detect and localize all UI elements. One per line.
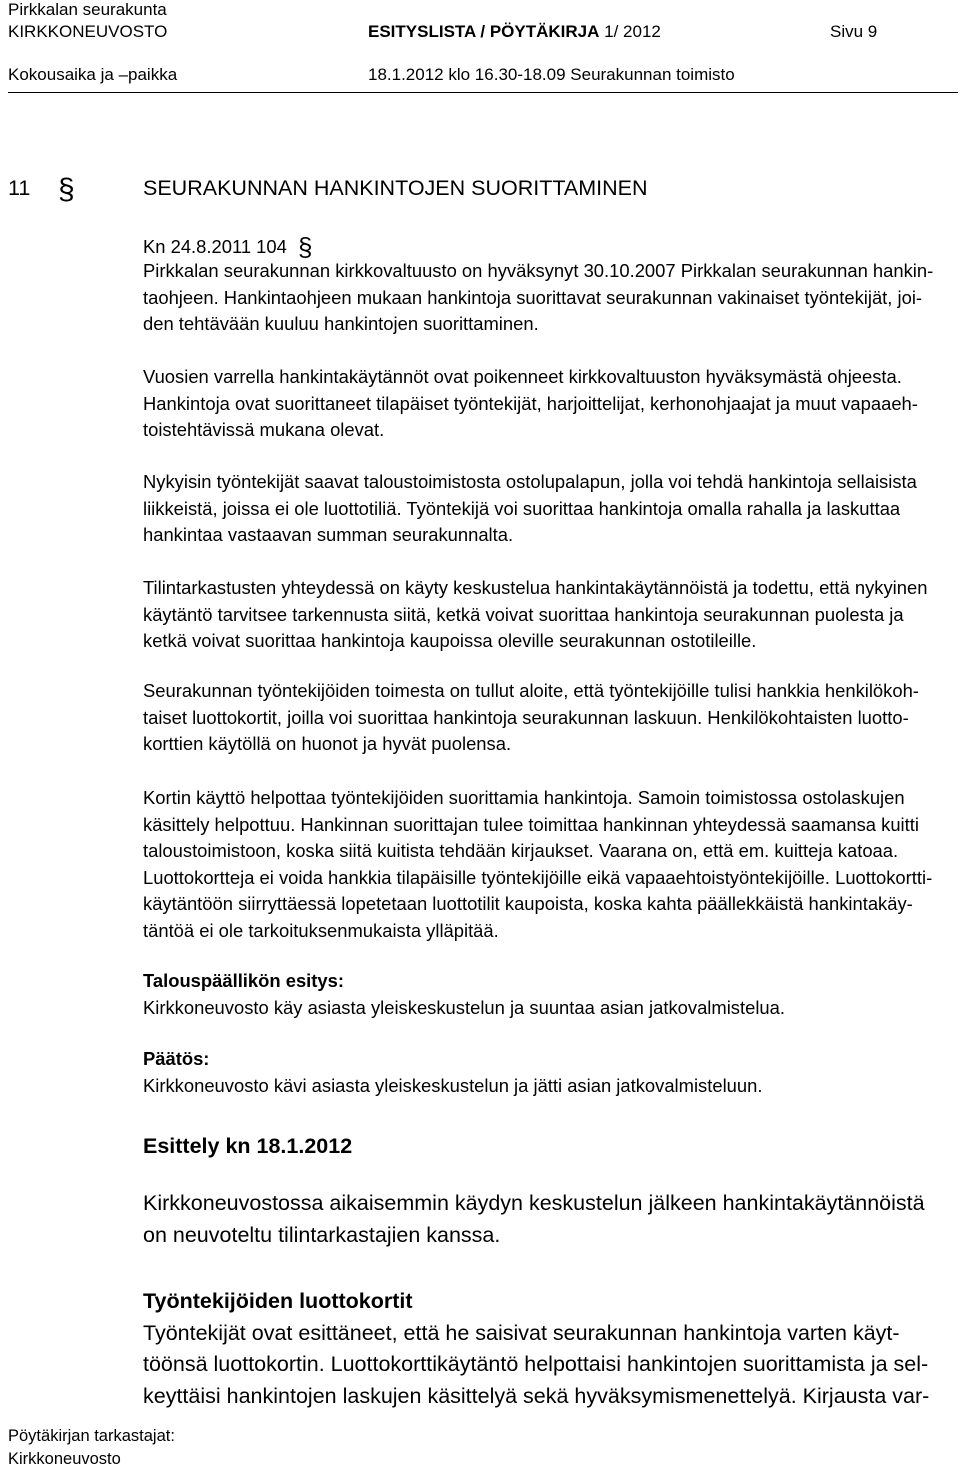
paragraph-line: den tehtävään kuuluu hankintojen suorittaminen. <box>143 313 539 335</box>
organization-name: Pirkkalan seurakunta <box>8 0 167 19</box>
proposal-text: Kirkkoneuvosto käy asiasta yleiskeskustelun ja suuntaa asian jatkovalmistelua. <box>143 996 785 1018</box>
proposal-heading: Talouspäällikön esitys: <box>143 970 344 991</box>
paragraph-line: taloustoimistoon, koska siitä kuitista tehdään kirjaukset. Vaarana on, että em. kuitteja katoaa. <box>143 840 899 862</box>
reference-text: Kn 24.8.2011 104 <box>143 236 287 257</box>
document-number: 1/ 2012 <box>604 22 661 41</box>
section-symbol: § <box>58 173 75 206</box>
cards-line: keyttäisi hankintojen laskujen käsittelyä sekä hyväksymismenettelyä. Kirjausta var- <box>143 1383 930 1408</box>
paragraph-6 <box>143 785 943 945</box>
reference <box>143 234 312 260</box>
page-number: Sivu 9 <box>830 22 878 41</box>
paragraph-line: Nykyisin työntekijät saavat taloustoimistosta ostolupalapun, jolla voi tehdä hankintoja sellaisista <box>143 471 917 492</box>
paragraph-4 <box>143 575 943 655</box>
presentation-line: Kirkkoneuvostossa aikaisemmin käydyn keskustelun jälkeen hankintakäytännöistä <box>143 1191 925 1215</box>
cards-line: töönsä luottokortin. Luottokorttikäytäntö helpottaisi hankintojen suorittamista ja sel- <box>143 1352 929 1376</box>
cards-line: Työntekijät ovat esittäneet, että he saisivat seurakunnan hankintoja varten käyt- <box>143 1320 900 1345</box>
paragraph-line: ketkä voivat suorittaa hankintoja kaupoissa oleville seurakunnan ostotileille. <box>143 630 757 652</box>
paragraph-2 <box>143 364 943 444</box>
meeting-value: 18.1.2012 klo 16.30-18.09 Seurakunnan toimisto <box>368 65 735 84</box>
proposal-block <box>143 968 943 1021</box>
paragraph-5 <box>143 678 943 758</box>
paragraph-line: Vuosien varrella hankintakäytännöt ovat poikenneet kirkkovaltuuston hyväksymästä ohjeesta. <box>143 366 902 387</box>
footer-label: Pöytäkirjan tarkastajat: <box>8 1427 175 1445</box>
council-name: KIRKKONEUVOSTO <box>8 22 168 41</box>
paragraph-line: hankintaa vastaavan summan seurakunnalta. <box>143 524 514 546</box>
cards-heading: Työntekijöiden luottokortit <box>143 1289 413 1313</box>
paragraph-line: täntöä ei ole tarkoituksenmukaista ylläpitää. <box>143 919 499 941</box>
presentation-block <box>143 1188 943 1251</box>
decision-block <box>143 1046 943 1099</box>
paragraph-line: Tilintarkastusten yhteydessä on käyty keskustelua hankintakäytännöistä ja todettu, että nykyinen <box>143 577 928 598</box>
paragraph-line: korttien käytöllä on huonot ja hyvät puolensa. <box>143 733 512 755</box>
paragraph-1 <box>143 258 943 338</box>
paragraph-line: käytäntöön siirryttäessä lopetetaan luottotilit kaupoista, koska kahta päällekkäistä hankintakäy- <box>143 893 913 915</box>
footer-value: Kirkkoneuvosto <box>8 1450 121 1468</box>
section-title: SEURAKUNNAN HANKINTOJEN SUORITTAMINEN <box>143 176 648 200</box>
presentation-heading: Esittely kn 18.1.2012 <box>143 1134 353 1158</box>
paragraph-line: taiset luottokortit, joilla voi suorittaa hankintoja seurakunnan laskuun. Henkilökohtaisten luotto- <box>143 706 909 728</box>
paragraph-line: käytäntö tarvitsee tarkennusta siitä, ketkä voivat suorittaa hankintoja seurakunnan puolesta ja <box>143 603 904 625</box>
paragraph-line: Luottokortteja ei voida hankkia tilapäisille työntekijöille eikä vapaaehtoistyöntekijöille. Luottokortti- <box>143 866 933 888</box>
presentation-line: on neuvoteltu tilintarkastajien kanssa. <box>143 1222 501 1247</box>
paragraph-line: Hankintoja ovat suorittaneet tilapäiset työntekijät, harjoittelijat, kerhonohjaajat ja muut vapaaeh- <box>143 392 918 414</box>
document-type <box>368 22 661 42</box>
paragraph-line: toistehtävissä mukana olevat. <box>143 419 385 441</box>
paragraph-line: Seurakunnan työntekijöiden toimesta on tullut aloite, että työntekijöille tulisi hankkia henkilökoh- <box>143 680 919 701</box>
paragraph-line: liikkeistä, joissa ei ole luottotiliä. Työntekijä voi suorittaa hankintoja omalla rahalla ja laskuttaa <box>143 497 901 519</box>
cards-block <box>143 1286 943 1412</box>
header-divider <box>8 92 958 93</box>
paragraph-line: taohjeen. Hankintaohjeen mukaan hankintoja suorittavat seurakunnan vakinaiset työntekijät, joi- <box>143 286 923 308</box>
decision-heading: Päätös: <box>143 1048 210 1069</box>
meeting-label: Kokousaika ja –paikka <box>8 65 178 84</box>
reference-symbol: § <box>297 232 313 262</box>
paragraph-line: käsittely helpottuu. Hankinnan suorittajan tulee toimittaa hankinnan yhteydessä saamansa kuitti <box>143 813 919 835</box>
document-type-label: ESITYSLISTA / PÖYTÄKIRJA <box>368 22 600 41</box>
paragraph-3 <box>143 469 943 549</box>
decision-text: Kirkkoneuvosto kävi asiasta yleiskeskustelun ja jätti asian jatkovalmisteluun. <box>143 1074 763 1096</box>
section-number: 11 <box>8 176 31 200</box>
paragraph-line: Kortin käyttö helpottaa työntekijöiden suorittamia hankintoja. Samoin toimistossa ostolaskujen <box>143 787 905 808</box>
paragraph-line: Pirkkalan seurakunnan kirkkovaltuusto on hyväksynyt 30.10.2007 Pirkkalan seurakunnan hankin- <box>143 260 934 281</box>
